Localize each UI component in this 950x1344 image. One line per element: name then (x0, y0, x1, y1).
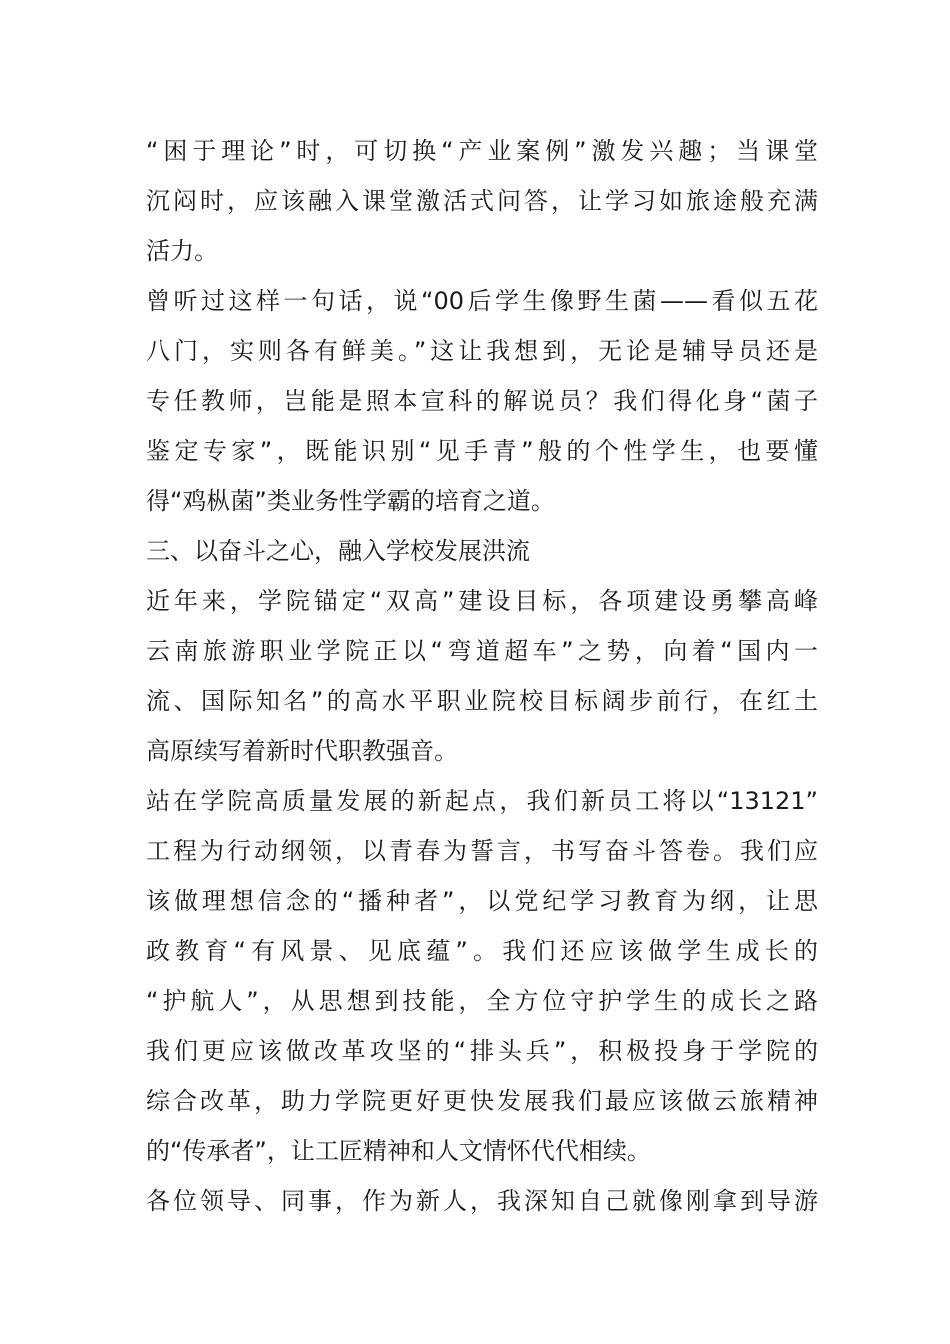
body-line-22: 各位领导、同事，作为新人，我深知自己就像刚拿到导游 (146, 1187, 818, 1215)
body-line-12: 流、国际知名”的高水平职业院校目标阔步前行，在红土 (146, 687, 818, 715)
body-line-2: 沉闷时，应该融入课堂激活式问答，让学习如旅途般充满 (146, 187, 818, 215)
body-line-20: 综合改革，助力学院更好更快发展我们最应该做云旅精神 (146, 1087, 818, 1115)
body-line-3: 活力。 (146, 237, 218, 265)
body-line-15: 工程为行动纲领，以青春为誓言，书写奋斗答卷。我们应 (146, 837, 818, 865)
body-line-13: 高原续写着新时代职教强音。 (146, 737, 458, 765)
body-line-4: 曾听过这样一句话，说“00后学生像野生菌——看似五花 (146, 287, 818, 315)
body-line-14: 站在学院高质量发展的新起点，我们新员工将以“13121” (146, 787, 818, 815)
body-line-19: 我们更应该做改革攻坚的“排头兵”，积极投身于学院的 (146, 1037, 818, 1065)
body-line-6: 专任教师，岂能是照本宣科的解说员？我们得化身“菌子 (146, 387, 818, 415)
body-line-5: 八门，实则各有鲜美。”这让我想到，无论是辅导员还是 (146, 337, 818, 365)
body-line-1: “困于理论”时，可切换“产业案例”激发兴趣；当课堂 (146, 137, 818, 165)
body-line-11: 云南旅游职业学院正以“弯道超车”之势，向着“国内一 (146, 637, 818, 665)
body-line-18: “护航人”，从思想到技能，全方位守护学生的成长之路 (146, 987, 818, 1015)
body-line-17: 政教育“有风景、见底蕴”。我们还应该做学生成长的 (146, 937, 818, 965)
body-line-16: 该做理想信念的“播种者”，以党纪学习教育为纲，让思 (146, 887, 818, 915)
body-line-8: 得“鸡枞菌”类业务性学霸的培育之道。 (146, 487, 555, 515)
body-line-21: 的“传承者”，让工匠精神和人文情怀代代相续。 (146, 1137, 651, 1165)
body-line-10: 近年来，学院锚定“双高”建设目标，各项建设勇攀高峰 (146, 587, 818, 615)
section-heading: 三、以奋斗之心，融入学校发展洪流 (146, 537, 530, 565)
body-line-7: 鉴定专家”，既能识别“见手青”般的个性学生，也要懂 (146, 437, 818, 465)
